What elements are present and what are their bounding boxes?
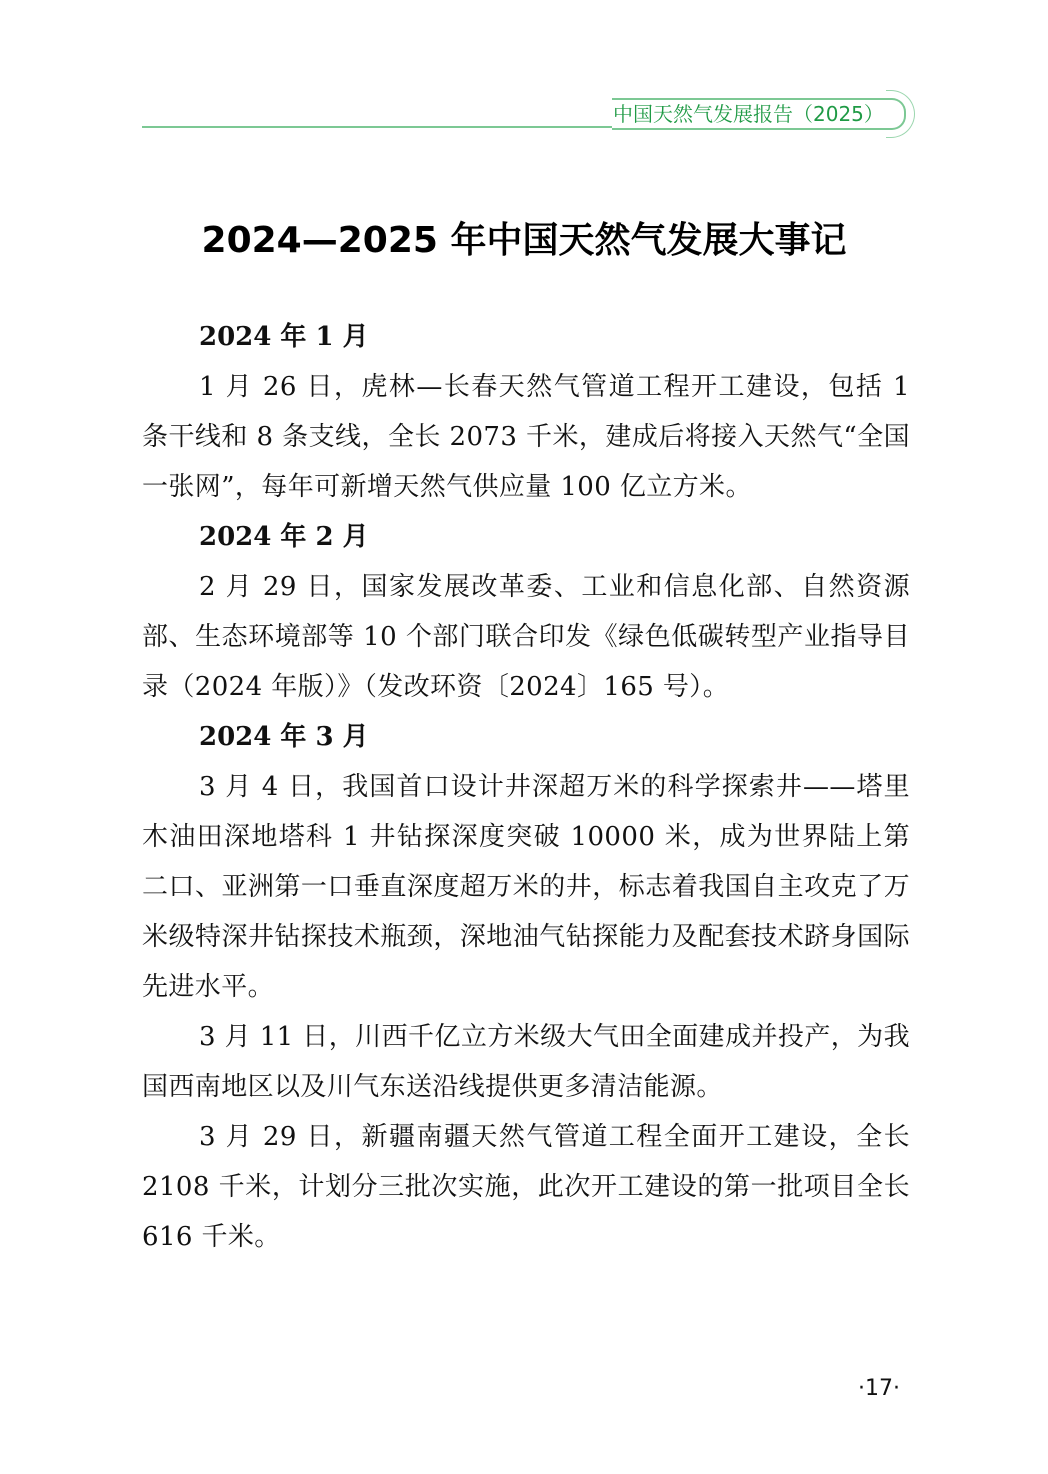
page-number: ·17· — [858, 1376, 900, 1401]
header-decorative-arc — [886, 90, 915, 138]
page-title: 2024—2025 年中国天然气发展大事记 — [201, 220, 847, 261]
event-paragraph: 3 月 11 日，川西千亿立方米级大气田全面建成并投产，为我国西南地区以及川气东送沿线提供更多清洁能源。 — [142, 1022, 910, 1102]
running-title: 中国天然气发展报告（2025） — [613, 102, 884, 126]
month-heading: 2024 年 3 月 — [199, 722, 369, 752]
event-paragraph: 2 月 29 日，国家发展改革委、工业和信息化部、自然资源部、生态环境部等 10 个部门联合印发《绿色低碳转型产业指导目录（2024 年版）》（发改环资〔2024〕165 号）。 — [142, 572, 910, 702]
event-paragraph: 3 月 29 日，新疆南疆天然气管道工程全面开工建设，全长 2108 千米，计划分三批次实施，此次开工建设的第一批项目全长 616 千米。 — [142, 1122, 910, 1252]
event-paragraph: 1 月 26 日，虎林—长春天然气管道工程开工建设，包括 1 条干线和 8 条支线，全长 2073 千米，建成后将接入天然气“全国一张网”，每年可新增天然气供应量 100 亿立方米。 — [142, 372, 910, 502]
running-header — [0, 0, 1048, 150]
month-heading: 2024 年 1 月 — [199, 322, 369, 352]
event-paragraph: 3 月 4 日，我国首口设计井深超万米的科学探索井——塔里木油田深地塔科 1 井钻探深度突破 10000 米，成为世界陆上第二口、亚洲第一口垂直深度超万米的井，标志着我国自主攻克了万米级特深井钻探技术瓶颈，深地油气钻探能力及配套技术跻身国际先进水平。 — [142, 772, 910, 1002]
month-heading: 2024 年 2 月 — [199, 522, 369, 552]
header-rule — [142, 126, 612, 128]
chronicle-content — [142, 312, 910, 1262]
